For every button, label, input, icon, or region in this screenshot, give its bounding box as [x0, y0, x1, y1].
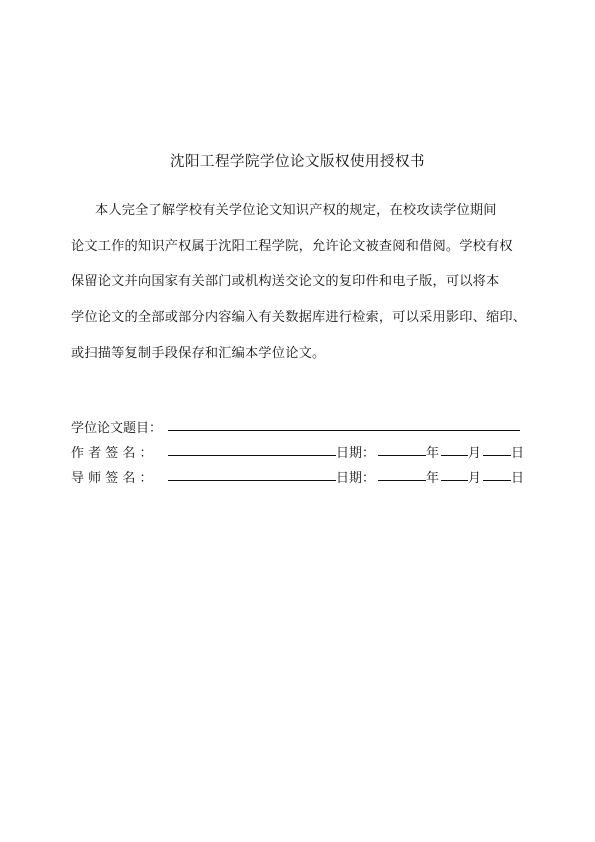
thesis-title-row	[71, 417, 531, 437]
author-signature-field[interactable]	[168, 442, 336, 456]
paragraph-line-5: 或扫描等复制手段保存和汇编本学位论文。	[71, 346, 326, 361]
paragraph-line-2: 论文工作的知识产权属于沈阳工程学院，允许论文被查阅和借阅。学校有权	[71, 239, 513, 254]
thesis-title-field[interactable]	[168, 417, 520, 431]
author-date-day-field[interactable]	[483, 442, 511, 456]
author-date-label: 日期：	[336, 446, 376, 461]
paragraph-line-4: 学位论文的全部或部分内容编入有关数据库进行检索，可以采用影印、缩印、	[71, 310, 527, 325]
author-signature-label: 作 者 签 名 ：	[71, 446, 153, 461]
author-year-char: 年	[426, 446, 440, 461]
author-day-char: 日	[511, 446, 525, 461]
advisor-signature-row	[71, 467, 531, 487]
thesis-title-label: 学位论文题目：	[71, 421, 163, 436]
advisor-signature-field[interactable]	[168, 467, 336, 481]
advisor-date-month-field[interactable]	[441, 467, 468, 481]
advisor-month-char: 月	[468, 471, 482, 486]
author-date-month-field[interactable]	[441, 442, 468, 456]
author-date-year-field[interactable]	[378, 442, 426, 456]
advisor-date-day-field[interactable]	[483, 467, 511, 481]
advisor-signature-label: 导 师 签 名 ：	[71, 471, 153, 486]
author-month-char: 月	[468, 446, 482, 461]
advisor-date-year-field[interactable]	[378, 467, 426, 481]
document-title: 沈阳工程学院学位论文版权使用授权书	[170, 154, 425, 170]
advisor-date-label: 日期：	[336, 471, 376, 486]
advisor-day-char: 日	[511, 471, 525, 486]
paragraph-line-3: 保留论文并向国家有关部门或机构送交论文的复印件和电子版，可以将本	[71, 274, 500, 289]
paragraph-line-1: 本人完全了解学校有关学位论文知识产权的规定，在校攻读学位期间	[95, 203, 497, 218]
advisor-year-char: 年	[426, 471, 440, 486]
author-signature-row	[71, 442, 531, 462]
